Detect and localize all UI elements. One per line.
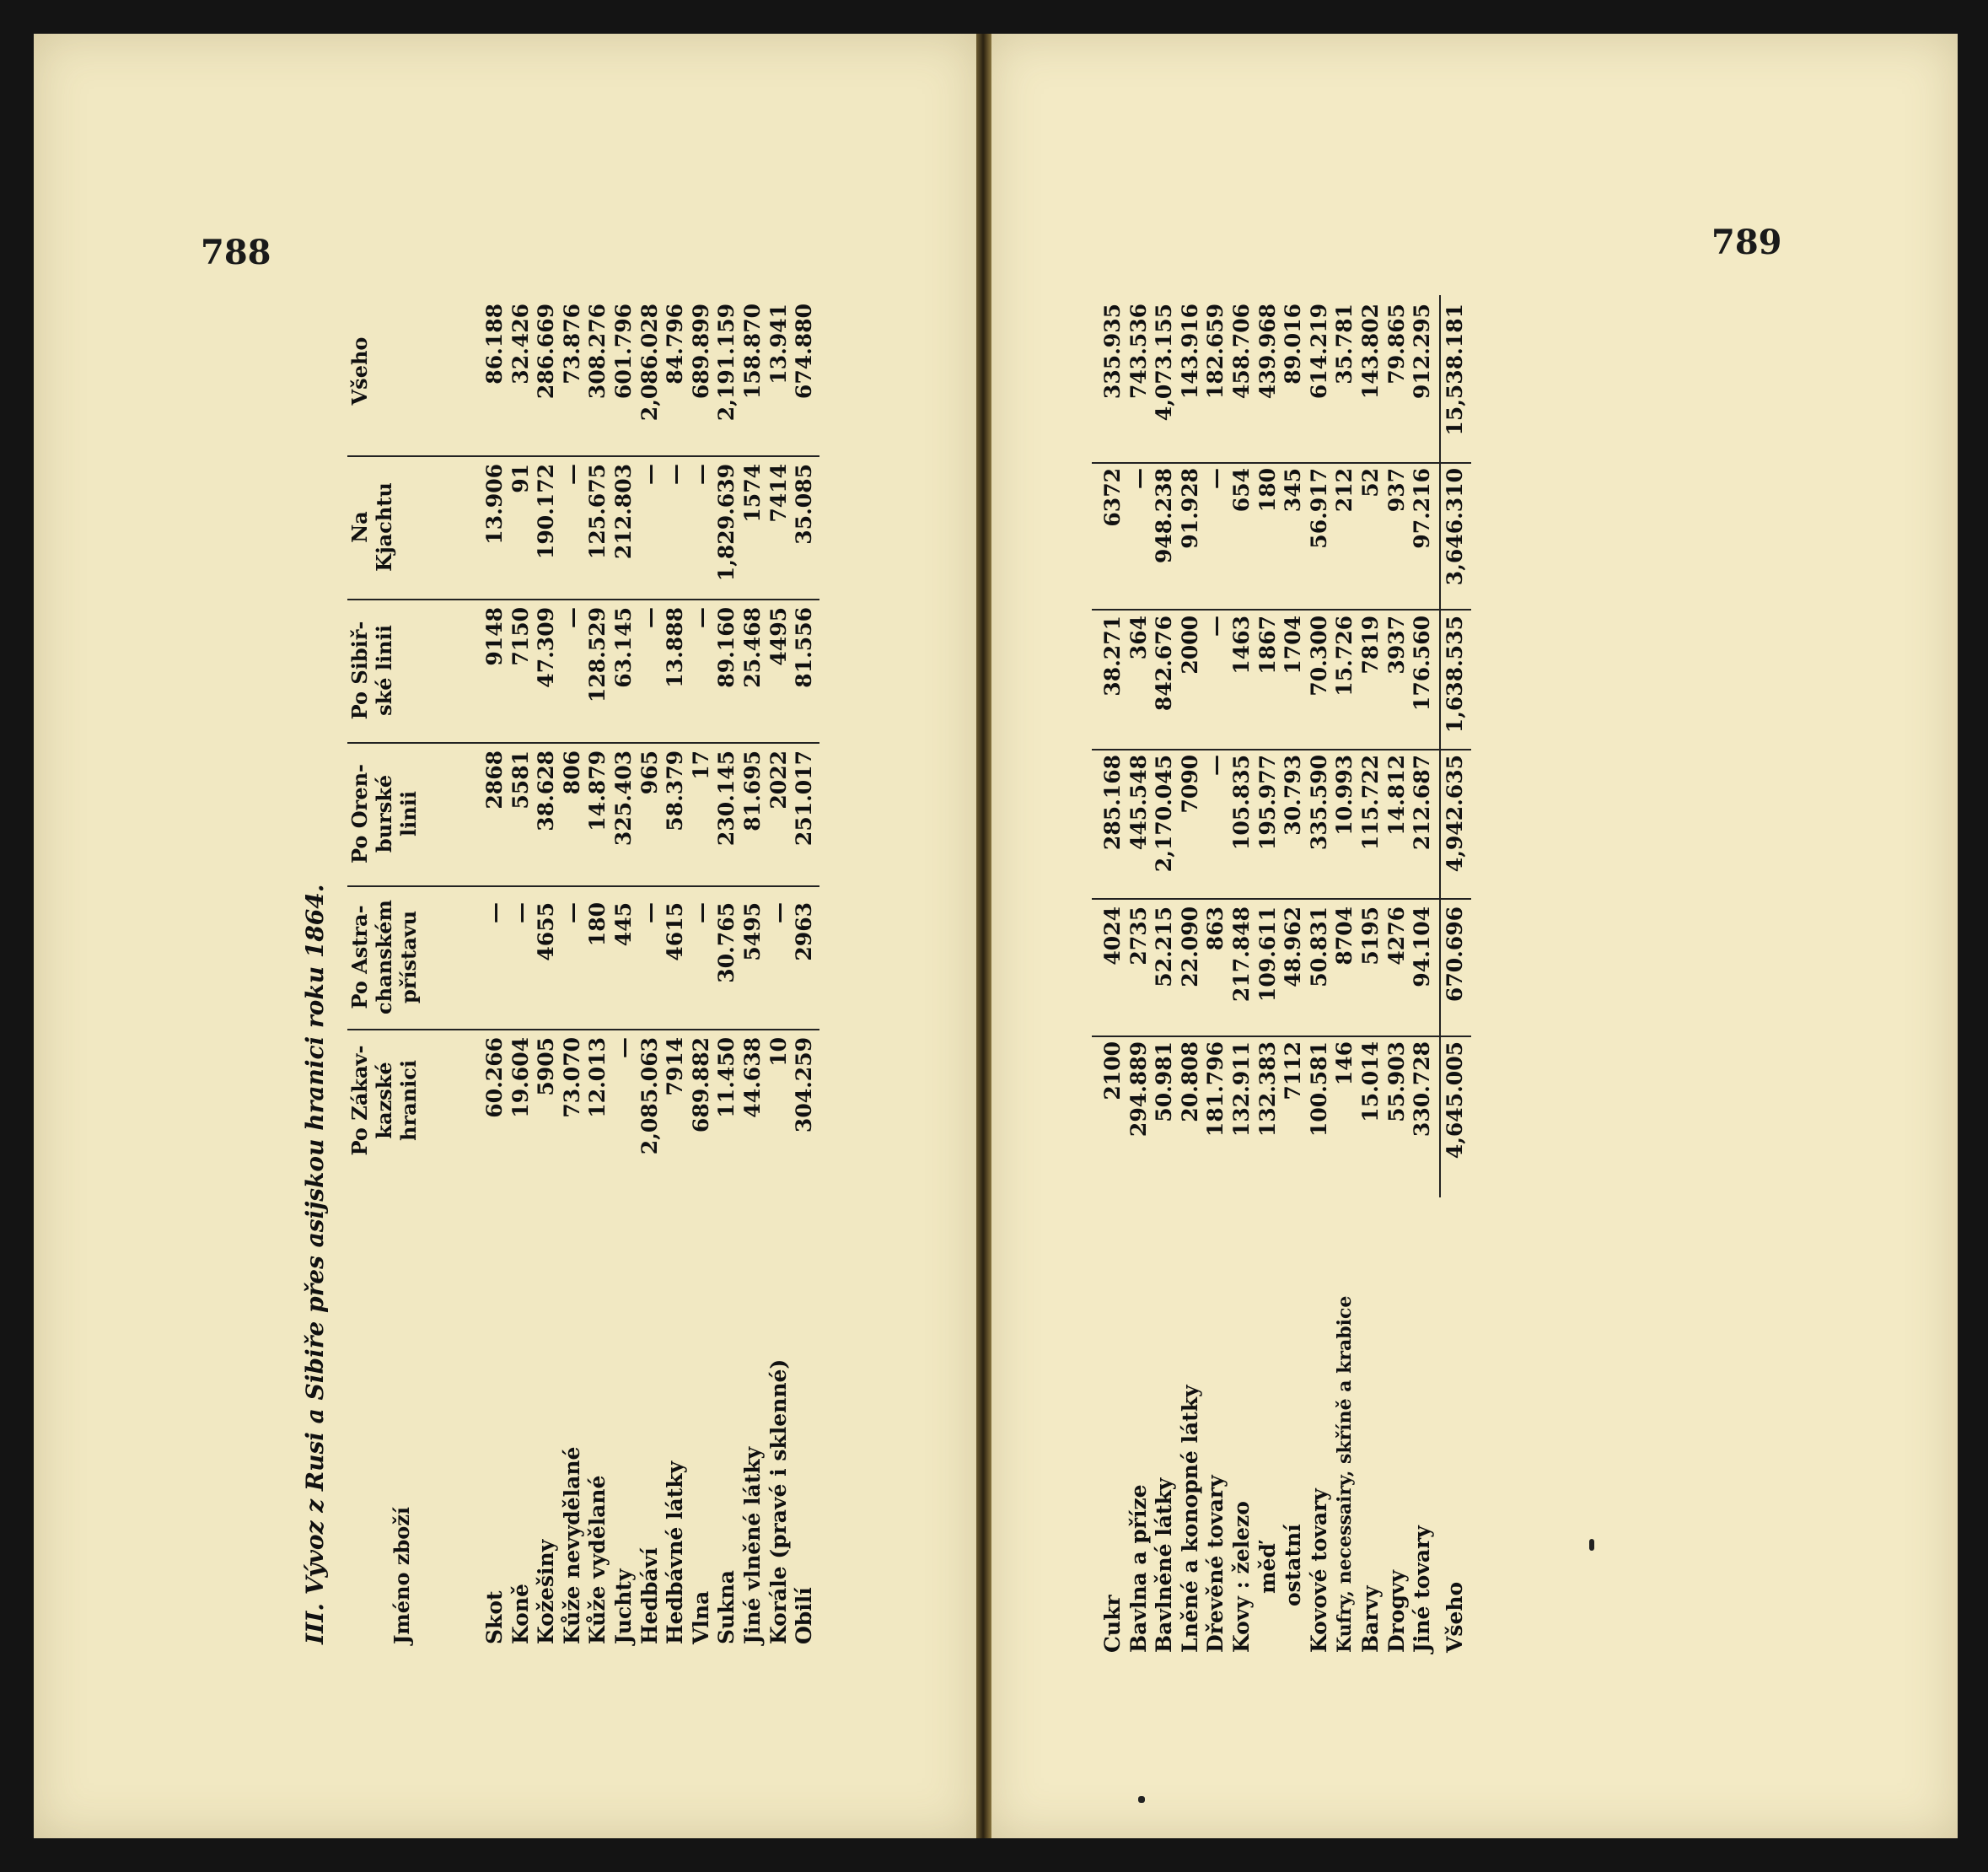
value-total: 286.669 — [534, 304, 559, 400]
goods-name: Hedbávné látky — [663, 1460, 688, 1644]
value-orenburg: 81.695 — [739, 750, 765, 831]
value-total: 614.219 — [1306, 304, 1331, 400]
table-row — [1126, 270, 1153, 1653]
column-rule — [347, 455, 819, 457]
value-transcaucasian: 7112 — [1281, 1041, 1306, 1100]
column-header-goods: Jméno zboží — [390, 1507, 414, 1644]
value-transcaucasian: 15.014 — [1357, 1041, 1383, 1122]
value-orenburg: 17 — [688, 750, 713, 780]
column-rule — [1092, 749, 1471, 750]
value-siberian: — — [688, 607, 713, 628]
table-row — [1229, 270, 1255, 1653]
column-rule — [347, 742, 819, 744]
value-kyakhta: 13.906 — [482, 464, 507, 545]
goods-name: Barvy — [1357, 1585, 1383, 1653]
value-siberian: 7150 — [508, 607, 533, 666]
value-orenburg: 58.379 — [663, 750, 688, 831]
table-total-row — [1443, 270, 1469, 1653]
table-row — [766, 261, 793, 1644]
value-astrakhan: 4655 — [534, 902, 559, 961]
value-total: 84.796 — [663, 304, 688, 385]
value-total: 143.802 — [1357, 304, 1383, 400]
table-row — [585, 261, 611, 1644]
total-transcaucasian: 4,645.005 — [1442, 1041, 1467, 1159]
goods-name: Bavlna a příze — [1126, 1484, 1151, 1653]
value-kyakhta: — — [1203, 468, 1228, 489]
value-orenburg: 38.628 — [534, 750, 559, 831]
value-orenburg: 335.590 — [1306, 755, 1331, 851]
column-rule — [347, 885, 819, 887]
total-label: Všeho — [1442, 1581, 1467, 1653]
value-astrakhan: 94.104 — [1410, 906, 1435, 987]
value-astrakhan: 48.962 — [1281, 906, 1306, 987]
value-total: 182.659 — [1203, 304, 1228, 400]
table-caption: III. Vývoz z Rusi a Sibiře přes asijskou hranici roku 1864. — [301, 884, 329, 1644]
table-row — [1178, 270, 1204, 1653]
value-total: 335.935 — [1100, 304, 1125, 400]
value-siberian: 176.560 — [1410, 616, 1435, 712]
value-transcaucasian: 5905 — [534, 1037, 559, 1096]
value-total: 439.968 — [1255, 304, 1280, 400]
value-orenburg: 2,170.045 — [1152, 755, 1177, 873]
column-header-siberian: Po Sibiř- ské linii — [347, 621, 396, 720]
value-total: 743.536 — [1126, 304, 1151, 400]
value-siberian: — — [559, 607, 584, 628]
goods-name: Korále (pravé i sklenné) — [766, 1358, 791, 1644]
value-astrakhan: 4276 — [1384, 906, 1409, 966]
goods-name: ostatní — [1281, 1524, 1306, 1606]
value-transcaucasian: 132.911 — [1228, 1041, 1254, 1138]
value-transcaucasian: 2,085.063 — [637, 1037, 662, 1155]
value-transcaucasian: 100.581 — [1306, 1041, 1331, 1138]
value-orenburg: 965 — [637, 750, 662, 795]
goods-name: měď — [1255, 1543, 1280, 1594]
value-total: 674.880 — [792, 304, 817, 400]
goods-name: Bavlněné látky — [1152, 1477, 1177, 1653]
table-row — [508, 261, 535, 1644]
value-transcaucasian: 44.638 — [739, 1037, 765, 1118]
table-row — [534, 261, 560, 1644]
value-astrakhan: 22.090 — [1177, 906, 1202, 987]
column-rule — [347, 599, 819, 600]
goods-name: Juchty — [610, 1568, 636, 1644]
value-siberian: 1463 — [1228, 616, 1254, 675]
table-row — [1281, 270, 1307, 1653]
column-rule — [1092, 898, 1471, 900]
value-orenburg: 230.145 — [714, 750, 739, 847]
value-transcaucasian: 330.728 — [1410, 1041, 1435, 1138]
value-orenburg: 115.722 — [1357, 755, 1383, 851]
value-astrakhan: — — [688, 902, 713, 923]
value-kyakhta: 35.085 — [792, 464, 817, 545]
export-table-right — [1092, 270, 1589, 1653]
value-kyakhta: 91.928 — [1177, 468, 1202, 549]
table-row — [1255, 270, 1281, 1653]
value-siberian: 364 — [1126, 616, 1151, 660]
table-row — [714, 261, 740, 1644]
value-astrakhan: — — [482, 902, 507, 923]
table-row — [740, 261, 766, 1644]
value-astrakhan: 5195 — [1357, 906, 1383, 966]
value-transcaucasian: 55.903 — [1384, 1041, 1409, 1122]
value-siberian: 1867 — [1255, 616, 1280, 675]
value-siberian: 4495 — [766, 607, 791, 666]
value-kyakhta: 180 — [1255, 468, 1280, 513]
table-row — [1203, 270, 1229, 1653]
goods-name: Hedbáví — [637, 1547, 662, 1644]
value-orenburg: 325.403 — [610, 750, 636, 847]
column-header-astrakhan: Po Astra- chanském přístavu — [347, 900, 421, 1014]
value-kyakhta: 125.675 — [585, 464, 610, 560]
value-transcaucasian: — — [610, 1037, 636, 1058]
value-kyakhta: 56.917 — [1306, 468, 1331, 549]
ink-mark — [1589, 1539, 1594, 1551]
value-astrakhan: 109.611 — [1255, 906, 1280, 1003]
column-rule — [1092, 1036, 1471, 1037]
value-total: 4,073.155 — [1152, 304, 1177, 422]
value-total: 143.916 — [1177, 304, 1202, 400]
table-row — [792, 261, 818, 1644]
value-astrakhan: — — [766, 902, 791, 923]
table-body-right — [1100, 270, 1468, 1653]
value-astrakhan: 30.765 — [714, 902, 739, 983]
export-table-left — [297, 261, 878, 1644]
value-astrakhan: 863 — [1203, 906, 1228, 951]
value-astrakhan: 2963 — [792, 902, 817, 961]
table-row — [1332, 270, 1358, 1653]
value-orenburg: 105.835 — [1228, 755, 1254, 851]
value-kyakhta: 937 — [1384, 468, 1409, 513]
goods-name: Cukr — [1100, 1595, 1125, 1653]
value-transcaucasian: 2100 — [1100, 1041, 1125, 1100]
table-row — [1100, 270, 1126, 1653]
column-header-total: Všeho — [347, 336, 372, 406]
value-kyakhta: 1,829.639 — [714, 464, 739, 582]
goods-name: Kufry, necessairy, skříně a krabice — [1334, 1295, 1357, 1653]
goods-name: Obilí — [792, 1587, 817, 1644]
value-orenburg: 7090 — [1177, 755, 1202, 814]
total-siberian: 1,638.535 — [1442, 616, 1467, 734]
column-header-kyakhta: Na Kjachtu — [347, 482, 396, 572]
total-rule — [1439, 295, 1441, 1197]
table-row — [482, 261, 508, 1644]
value-total: 308.276 — [585, 304, 610, 400]
value-orenburg: — — [1203, 755, 1228, 776]
value-kyakhta: 1574 — [739, 464, 765, 523]
value-kyakhta: 6372 — [1100, 468, 1125, 527]
value-siberian: 13.888 — [663, 607, 688, 688]
value-transcaucasian: 132.383 — [1255, 1041, 1280, 1138]
value-transcaucasian: 181.796 — [1203, 1041, 1228, 1138]
value-transcaucasian: 11.450 — [714, 1037, 739, 1118]
goods-name: Kožešiny — [534, 1539, 559, 1644]
value-transcaucasian: 19.604 — [508, 1037, 533, 1118]
value-transcaucasian: 304.259 — [792, 1037, 817, 1133]
value-orenburg: 5581 — [508, 750, 533, 810]
value-orenburg: 2868 — [482, 750, 507, 810]
value-total: 2,086.028 — [637, 304, 662, 422]
value-orenburg: 195.977 — [1255, 755, 1280, 851]
value-kyakhta: 7414 — [766, 464, 791, 523]
value-astrakhan: — — [559, 902, 584, 923]
table-row — [1152, 270, 1178, 1653]
total-orenburg: 4,942.635 — [1442, 755, 1467, 873]
value-transcaucasian: 689.882 — [688, 1037, 713, 1133]
table-body-left — [482, 261, 818, 1644]
value-astrakhan: 52.215 — [1152, 906, 1177, 987]
value-total: 86.188 — [482, 304, 507, 385]
goods-name: Vlna — [688, 1590, 713, 1644]
goods-name: Drogvy — [1384, 1569, 1409, 1653]
value-transcaucasian: 12.013 — [585, 1037, 610, 1118]
table-row — [689, 261, 715, 1644]
column-header-orenburg: Po Oren- burské linii — [347, 764, 421, 863]
value-siberian: 1704 — [1281, 616, 1306, 675]
table-row — [1384, 270, 1410, 1653]
value-siberian: 38.271 — [1100, 616, 1125, 697]
value-siberian: — — [1203, 616, 1228, 637]
column-rule — [1092, 609, 1471, 611]
goods-name: Kůže vydělané — [585, 1475, 610, 1644]
goods-name: Jiné vlněné látky — [739, 1446, 765, 1644]
value-kyakhta: — — [1126, 468, 1151, 489]
goods-name: Sukna — [714, 1570, 739, 1644]
value-kyakhta: — — [559, 464, 584, 485]
value-astrakhan: — — [637, 902, 662, 923]
total-total: 15,538.181 — [1442, 304, 1467, 436]
table-row — [1410, 270, 1436, 1653]
value-astrakhan: 50.831 — [1306, 906, 1331, 987]
value-kyakhta: — — [637, 464, 662, 485]
value-transcaucasian: 73.070 — [559, 1037, 584, 1118]
value-astrakhan: 4024 — [1100, 906, 1125, 966]
value-orenburg: 10.993 — [1332, 755, 1357, 836]
value-total: 689.899 — [688, 304, 713, 400]
value-orenburg: 30.793 — [1281, 755, 1306, 836]
column-header-transcaucasian: Po Zákav- kazské hranici — [347, 1045, 421, 1156]
value-astrakhan: 4615 — [663, 902, 688, 961]
goods-name: Kůže nevydělané — [559, 1446, 584, 1644]
value-siberian: 63.145 — [610, 607, 636, 688]
value-kyakhta: 212 — [1332, 468, 1357, 513]
table-row — [663, 261, 689, 1644]
value-total: 2,191.159 — [714, 304, 739, 422]
value-orenburg: 285.168 — [1100, 755, 1125, 851]
value-kyakhta: 212.803 — [610, 464, 636, 560]
value-orenburg: 2022 — [766, 750, 791, 810]
value-orenburg: 806 — [559, 750, 584, 795]
value-kyakhta: — — [663, 464, 688, 485]
value-astrakhan: — — [508, 902, 533, 923]
value-transcaucasian: 60.266 — [482, 1037, 507, 1118]
value-orenburg: 14.812 — [1384, 755, 1409, 836]
book-gutter — [976, 34, 991, 1838]
value-transcaucasian: 7914 — [663, 1037, 688, 1096]
value-siberian: — — [637, 607, 662, 628]
value-transcaucasian: 294.889 — [1126, 1041, 1151, 1138]
goods-name: Skot — [482, 1590, 507, 1644]
value-kyakhta: 948.238 — [1152, 468, 1177, 564]
value-kyakhta: 654 — [1228, 468, 1254, 513]
value-transcaucasian: 20.808 — [1177, 1041, 1202, 1122]
page-number-right: 789 — [1711, 223, 1782, 262]
value-siberian: 70.300 — [1306, 616, 1331, 697]
value-total: 35.781 — [1332, 304, 1357, 385]
value-kyakhta: 345 — [1281, 468, 1306, 513]
value-kyakhta: 97.216 — [1410, 468, 1435, 549]
column-rule — [347, 1029, 819, 1030]
goods-name: Koně — [508, 1584, 533, 1644]
value-siberian: 9148 — [482, 607, 507, 666]
value-siberian: 47.309 — [534, 607, 559, 688]
value-kyakhta: 190.172 — [534, 464, 559, 560]
ink-mark — [1138, 1796, 1145, 1803]
table-row — [637, 261, 664, 1644]
value-kyakhta: 52 — [1357, 468, 1383, 498]
value-siberian: 842.676 — [1152, 616, 1177, 712]
value-siberian: 3937 — [1384, 616, 1409, 675]
value-astrakhan: 180 — [585, 902, 610, 947]
value-total: 32.426 — [508, 304, 533, 385]
value-orenburg: 445.548 — [1126, 755, 1151, 851]
table-row — [560, 261, 586, 1644]
value-total: 79.865 — [1384, 304, 1409, 385]
value-orenburg: 14.879 — [585, 750, 610, 831]
goods-name: Kovy : železo — [1228, 1501, 1254, 1653]
table-row — [1307, 270, 1333, 1653]
goods-name: Jiné tovary — [1410, 1525, 1435, 1653]
value-transcaucasian: 10 — [766, 1037, 791, 1067]
value-siberian: 25.468 — [739, 607, 765, 688]
value-transcaucasian: 146 — [1332, 1041, 1357, 1086]
value-total: 13.941 — [766, 304, 791, 385]
total-kyakhta: 3,646.310 — [1442, 468, 1467, 586]
value-astrakhan: 2735 — [1126, 906, 1151, 966]
value-total: 601.796 — [610, 304, 636, 400]
value-orenburg: 212.687 — [1410, 755, 1435, 851]
value-orenburg: 251.017 — [792, 750, 817, 847]
value-total: 89.016 — [1281, 304, 1306, 385]
page-number-left: 788 — [201, 233, 271, 272]
value-total: 912.295 — [1410, 304, 1435, 400]
value-siberian: 15.726 — [1332, 616, 1357, 697]
value-siberian: 128.529 — [585, 607, 610, 703]
goods-name: Kovové tovary — [1306, 1488, 1331, 1653]
value-transcaucasian: 50.981 — [1152, 1041, 1177, 1122]
value-total: 73.876 — [559, 304, 584, 385]
value-astrakhan: 217.848 — [1228, 906, 1254, 1003]
value-astrakhan: 445 — [610, 902, 636, 947]
value-kyakhta: — — [688, 464, 713, 485]
value-siberian: 89.160 — [714, 607, 739, 688]
value-kyakhta: 91 — [508, 464, 533, 493]
value-siberian: 7819 — [1357, 616, 1383, 675]
goods-name: Lněné a konopné látky — [1177, 1385, 1202, 1653]
value-total: 158.870 — [739, 304, 765, 400]
value-siberian: 81.556 — [792, 607, 817, 688]
total-astrakhan: 670.696 — [1442, 906, 1467, 1003]
table-row — [611, 261, 637, 1644]
value-siberian: 2000 — [1177, 616, 1202, 675]
value-astrakhan: 8704 — [1332, 906, 1357, 966]
value-astrakhan: 5495 — [739, 902, 765, 961]
goods-name: Dřevěné tovary — [1203, 1475, 1228, 1653]
value-total: 458.706 — [1228, 304, 1254, 400]
column-rule — [1092, 462, 1471, 464]
table-row — [1358, 270, 1384, 1653]
